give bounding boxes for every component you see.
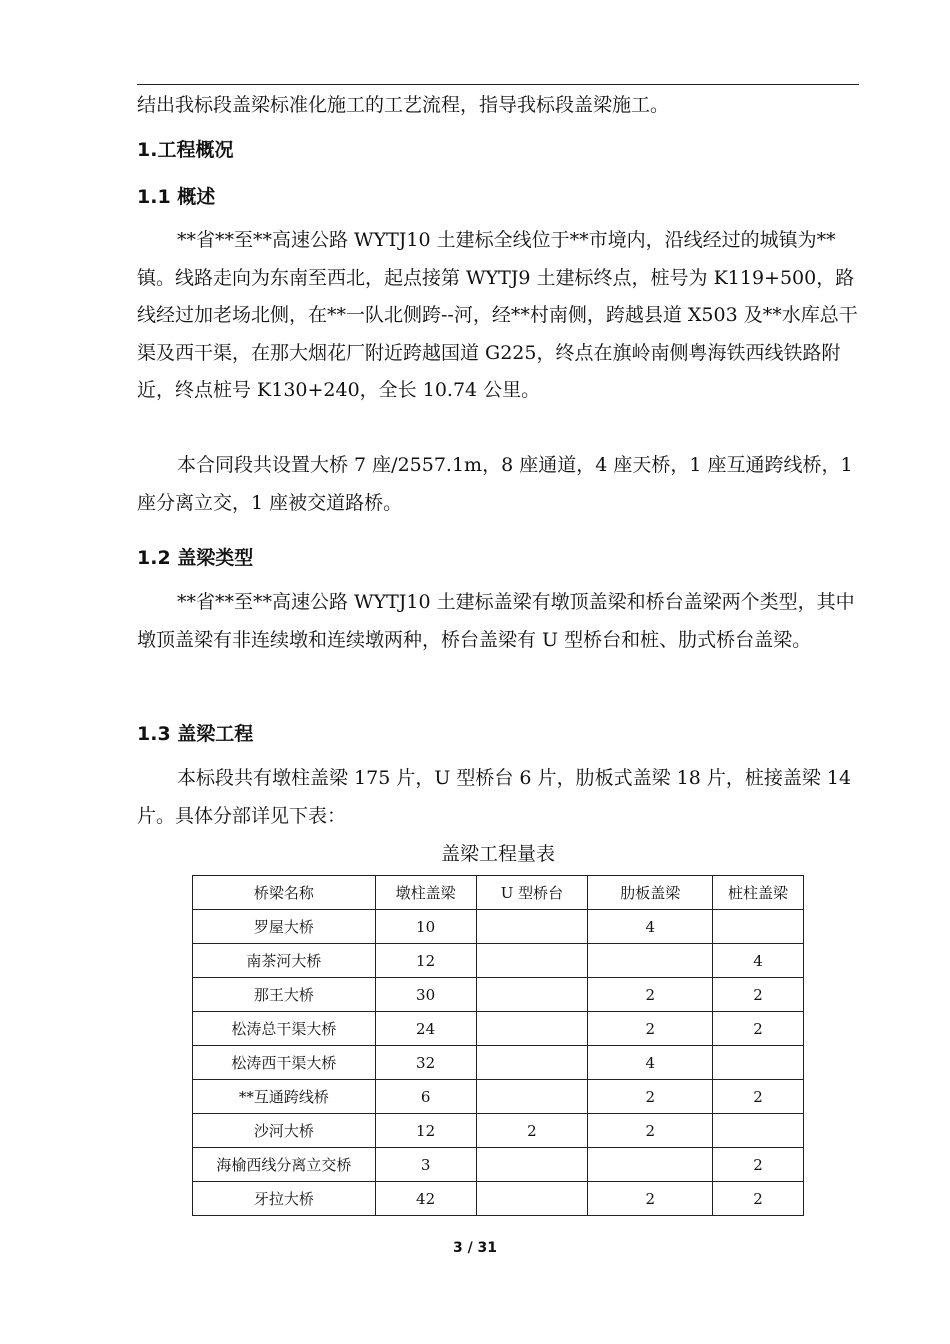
section-1-3-paragraph-1: 本标段共有墩柱盖梁 175 片，U 型桥台 6 片，肋板式盖梁 18 片，桩接盖梁 14 片。具体分部详见下表：	[137, 767, 852, 827]
table-row	[193, 1182, 804, 1216]
table-cell: 2	[588, 1182, 713, 1216]
capbeam-quantity-table	[192, 875, 804, 1216]
table-row	[193, 1114, 804, 1148]
table-row	[193, 1080, 804, 1114]
table-cell	[713, 1046, 804, 1080]
section-1-1-heading: 1.1 概述	[137, 186, 216, 208]
table-row	[193, 910, 804, 944]
table-cell: 牙拉大桥	[193, 1182, 376, 1216]
section-1-1-paragraph-2: 本合同段共设置大桥 7 座/2557.1m，8 座通道，4 座天桥，1 座互通跨线桥，1 座分离立交，1 座被交道路桥。	[137, 454, 853, 514]
table-row	[193, 1148, 804, 1182]
table-cell: 2	[588, 1114, 713, 1148]
table-cell	[713, 1114, 804, 1148]
table-row	[193, 944, 804, 978]
table-cell: 罗屋大桥	[193, 910, 376, 944]
table-cell	[476, 978, 588, 1012]
table-cell	[588, 1148, 713, 1182]
table-header-cell: 墩柱盖梁	[375, 876, 476, 910]
table-cell	[476, 944, 588, 978]
table-header-cell: 肋板盖梁	[588, 876, 713, 910]
table-cell: 2	[588, 1080, 713, 1114]
table-header-cell: U 型桥台	[476, 876, 588, 910]
table-cell: 松涛西干渠大桥	[193, 1046, 376, 1080]
table-cell	[588, 944, 713, 978]
table-cell	[476, 1046, 588, 1080]
table-row	[193, 1046, 804, 1080]
table-header-row	[193, 876, 804, 910]
table-cell: 30	[375, 978, 476, 1012]
intro-tail-paragraph: 结出我标段盖梁标准化施工的工艺流程，指导我标段盖梁施工。	[137, 94, 670, 116]
table-cell: 4	[588, 910, 713, 944]
table-cell: 2	[713, 1148, 804, 1182]
table-cell: 24	[375, 1012, 476, 1046]
table-cell	[476, 1080, 588, 1114]
table-cell: 6	[375, 1080, 476, 1114]
table-row	[193, 978, 804, 1012]
table-cell	[476, 1182, 588, 1216]
table-cell: 2	[713, 1080, 804, 1114]
section-1-heading: 1.工程概况	[137, 139, 234, 161]
table-cell	[476, 1148, 588, 1182]
table-cell: 那王大桥	[193, 978, 376, 1012]
table-cell: **互通跨线桥	[193, 1080, 376, 1114]
table-cell: 松涛总干渠大桥	[193, 1012, 376, 1046]
table-cell	[713, 910, 804, 944]
table-cell: 2	[713, 1012, 804, 1046]
section-1-3-heading: 1.3 盖梁工程	[137, 723, 254, 745]
section-1-1-paragraph-1: **省**至**高速公路 WYTJ10 土建标全线位于**市境内，沿线经过的城镇为**镇。线路走向为东南至西北，起点接第 WYTJ9 土建标终点，桩号为 K119+500，路线经过加老场北侧，在**一队北侧跨--河，经**村南侧，跨越县道 X503 及**水库总干渠及西干渠，在那大烟花厂附近跨越国道 G225，终点在旗岭南侧粤海铁西线铁路附近，终点桩号 K130+240，全长 10.74 公里。	[137, 229, 858, 401]
table-cell: 沙河大桥	[193, 1114, 376, 1148]
table-caption: 盖梁工程量表	[440, 843, 555, 865]
table-cell: 12	[375, 1114, 476, 1148]
section-1-2-paragraph-1: **省**至**高速公路 WYTJ10 土建标盖梁有墩顶盖梁和桥台盖梁两个类型，其中墩顶盖梁有非连续墩和连续墩两种，桥台盖梁有 U 型桥台和桩、肋式桥台盖梁。	[137, 591, 855, 651]
table-cell: 南茶河大桥	[193, 944, 376, 978]
table-cell: 2	[713, 978, 804, 1012]
table-header-cell: 桥梁名称	[193, 876, 376, 910]
page-number: 3 / 31	[452, 1240, 498, 1256]
table-cell: 2	[588, 978, 713, 1012]
table-cell: 3	[375, 1148, 476, 1182]
table-cell: 4	[713, 944, 804, 978]
table-cell: 42	[375, 1182, 476, 1216]
table-row	[193, 1012, 804, 1046]
table-cell	[476, 910, 588, 944]
table-cell: 32	[375, 1046, 476, 1080]
table-cell: 2	[588, 1012, 713, 1046]
table-cell	[476, 1012, 588, 1046]
table-cell: 2	[713, 1182, 804, 1216]
table-cell: 2	[476, 1114, 588, 1148]
section-1-2-heading: 1.2 盖梁类型	[137, 547, 254, 569]
table-cell: 4	[588, 1046, 713, 1080]
table-cell: 12	[375, 944, 476, 978]
table-cell: 海榆西线分离立交桥	[193, 1148, 376, 1182]
header-rule	[137, 84, 859, 85]
table-cell: 10	[375, 910, 476, 944]
table-header-cell: 桩柱盖梁	[713, 876, 804, 910]
